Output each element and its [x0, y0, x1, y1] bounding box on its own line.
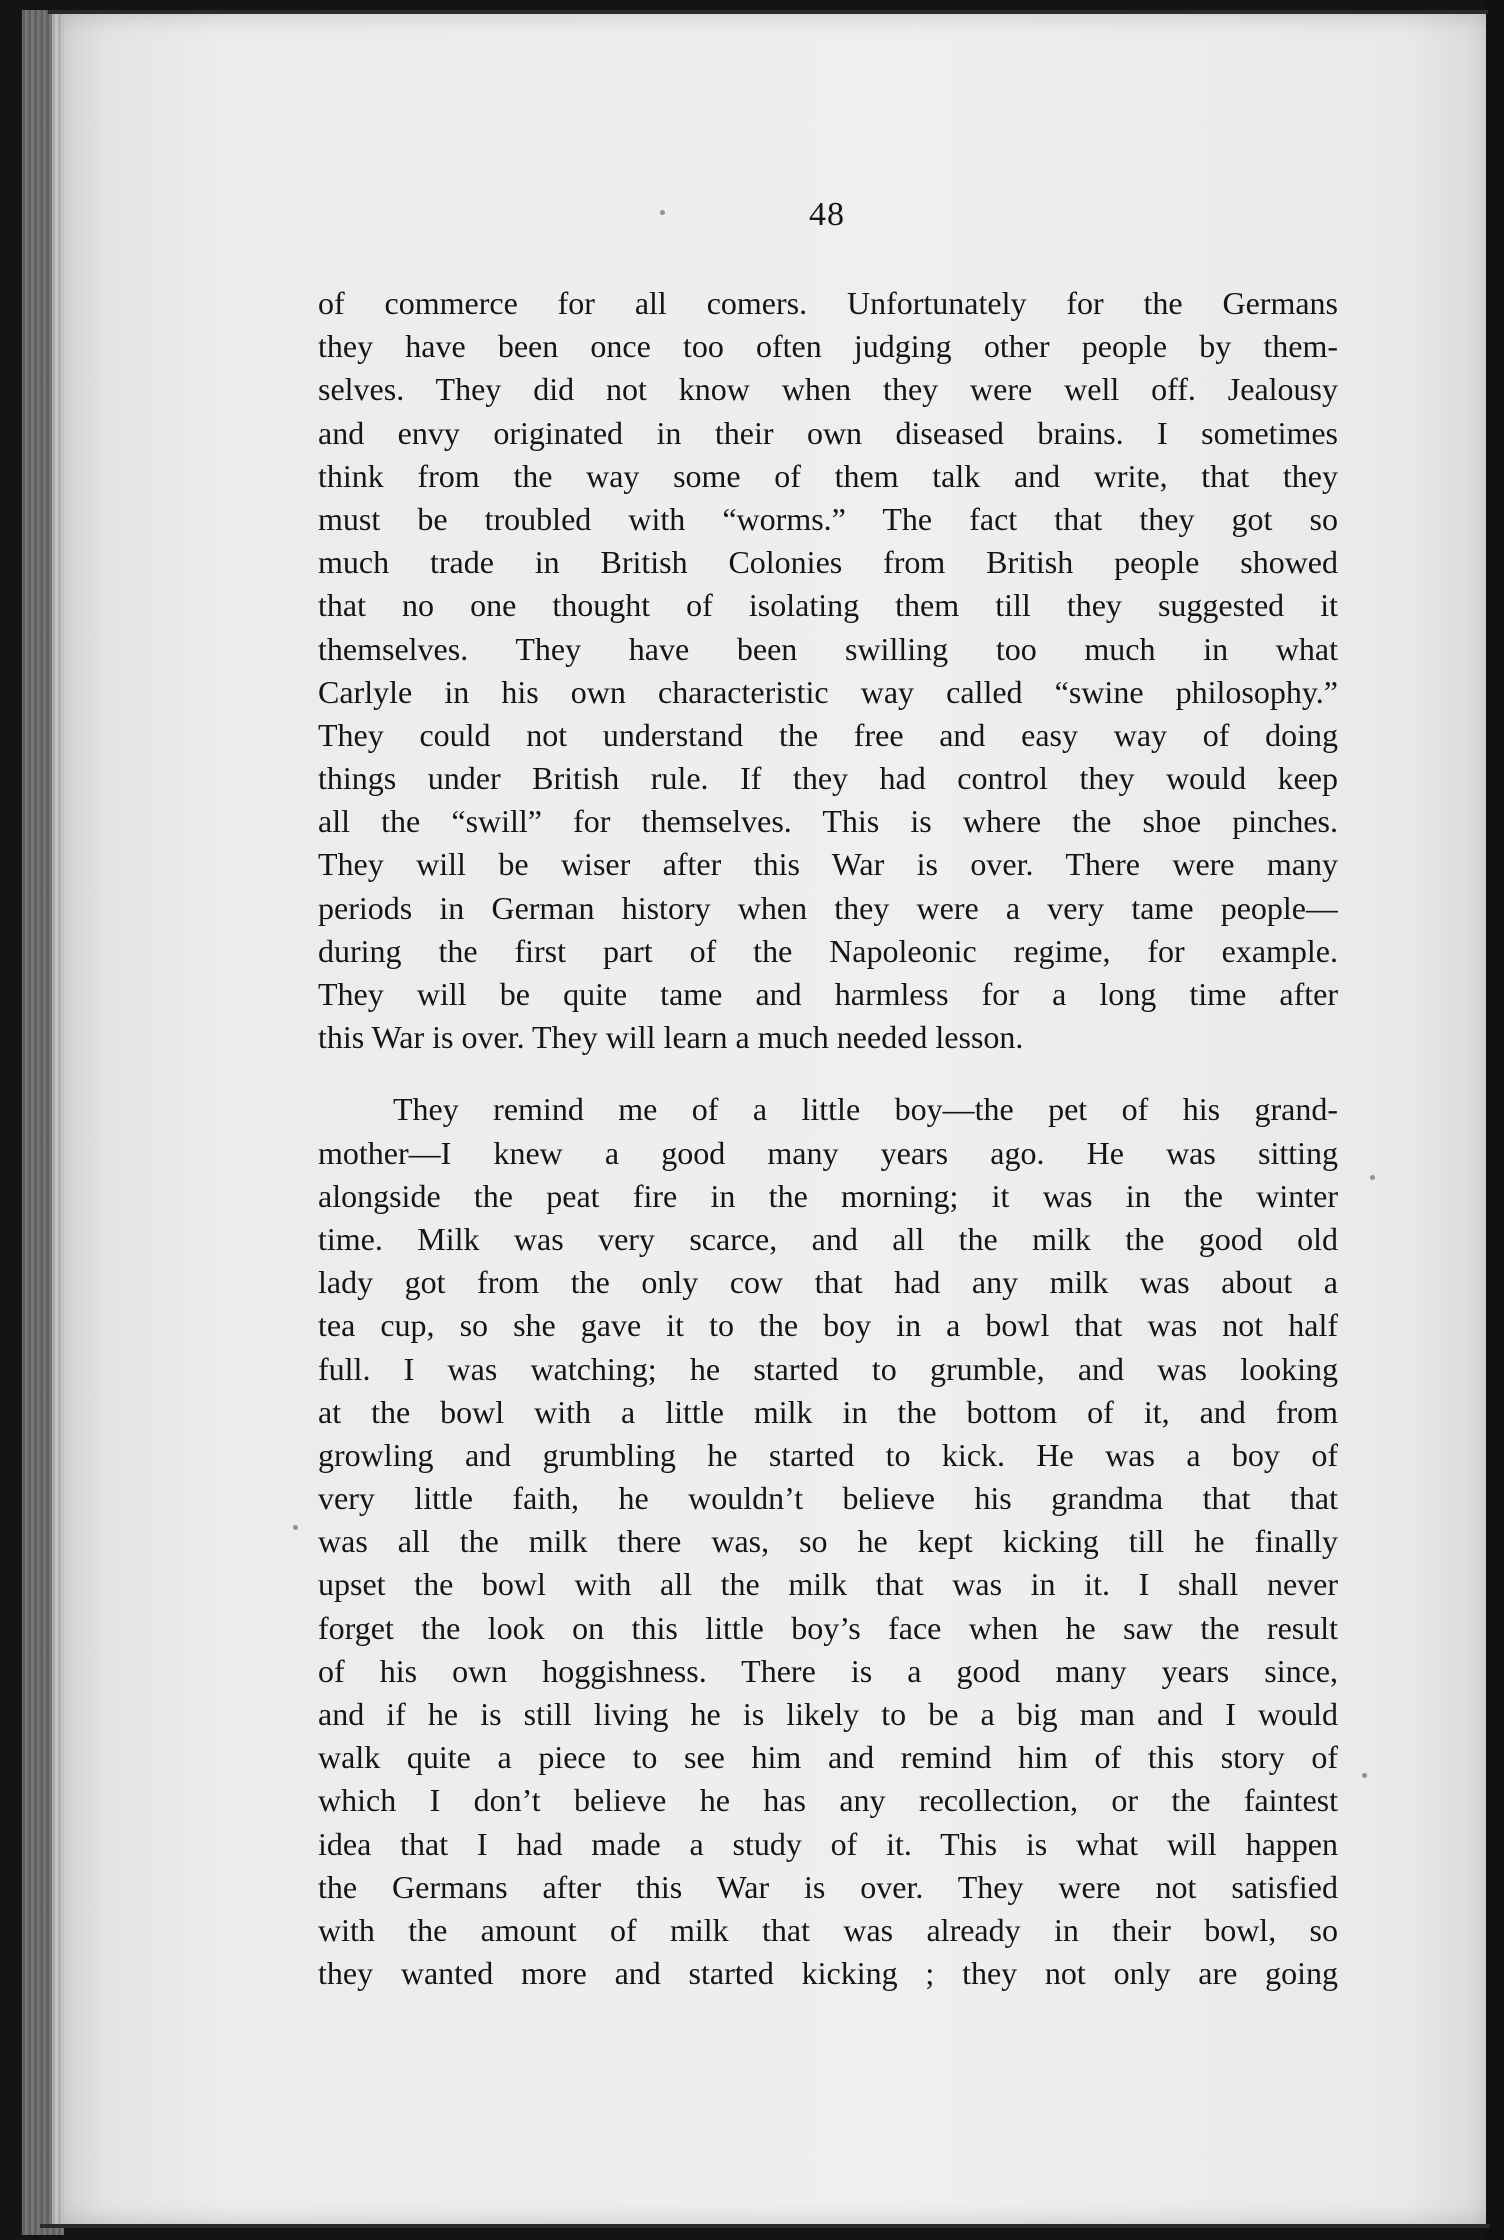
- text-line: with the amount of milk that was already in their bowl, so: [318, 1911, 1338, 1948]
- text-line: all the “swill” for themselves. This is where the shoe pinches.: [318, 803, 1338, 840]
- scan-speck: [293, 1525, 298, 1530]
- text-line: upset the bowl with all the milk that was in it. I shall never: [318, 1566, 1338, 1603]
- body-text: [318, 282, 1338, 1995]
- scan-speck: [1370, 1175, 1375, 1180]
- text-line: forget the look on this little boy’s face when he saw the result: [318, 1609, 1338, 1646]
- text-line: the Germans after this War is over. They were not satisfied: [318, 1868, 1338, 1905]
- bottom-border-line: [40, 2224, 1490, 2228]
- text-line: and if he is still living he is likely to be a big man and I would: [318, 1696, 1338, 1732]
- text-line: lady got from the only cow that had any milk was about a: [318, 1264, 1338, 1301]
- text-line: which I don’t believe he has any recollection, or the faintest: [318, 1782, 1338, 1819]
- text-line: full. I was watching; he started to grumble, and was looking: [318, 1350, 1338, 1387]
- paragraph: [318, 1088, 1338, 1995]
- scan-speck: [1362, 1773, 1367, 1778]
- text-line: much trade in British Colonies from British people showed: [318, 544, 1338, 581]
- paragraph-gap: [318, 1059, 1338, 1088]
- text-line: mother—I knew a good many years ago. He was sitting: [318, 1134, 1338, 1171]
- text-line: They will be quite tame and harmless for a long time after: [318, 976, 1338, 1012]
- text-line: this War is over. They will learn a much needed lesson.: [318, 1019, 1024, 1056]
- text-line: of his own hoggishness. There is a good many years since,: [318, 1652, 1338, 1689]
- text-line: was all the milk there was, so he kept kicking till he finally: [318, 1523, 1338, 1560]
- text-line: periods in German history when they were a very tame people—: [318, 889, 1338, 926]
- text-line: things under British rule. If they had control they would keep: [318, 760, 1338, 797]
- text-line: idea that I had made a study of it. This is what will happen: [318, 1825, 1338, 1862]
- text-line: They will be wiser after this War is over. There were many: [318, 846, 1338, 883]
- text-line: Carlyle in his own characteristic way called “swine philosophy.”: [318, 673, 1338, 710]
- text-line: They could not understand the free and easy way of doing: [318, 716, 1338, 753]
- text-line: they have been once too often judging other people by them-: [318, 328, 1338, 365]
- paragraph: [318, 282, 1338, 1059]
- scan-speck: [660, 210, 665, 215]
- text-line: themselves. They have been swilling too much in what: [318, 630, 1338, 667]
- text-line: tea cup, so she gave it to the boy in a bowl that was not half: [318, 1307, 1338, 1344]
- text-line: think from the way some of them talk and write, that they: [318, 457, 1338, 494]
- text-line: during the first part of the Napoleonic regime, for example.: [318, 932, 1338, 969]
- left-page-edge: [22, 10, 64, 2235]
- text-line: time. Milk was very scarce, and all the milk the good old: [318, 1220, 1338, 1257]
- text-line: walk quite a piece to see him and remind him of this story of: [318, 1739, 1338, 1776]
- text-line: of commerce for all comers. Unfortunately for the Germans: [318, 285, 1338, 321]
- top-border-line: [48, 10, 1488, 14]
- right-page-edge: [1486, 0, 1504, 2240]
- text-line: and envy originated in their own diseased brains. I sometimes: [318, 414, 1338, 451]
- text-line: They remind me of a little boy—the pet of his grand-: [393, 1091, 1338, 1128]
- text-line: alongside the peat fire in the morning; it was in the winter: [318, 1177, 1338, 1214]
- text-line: they wanted more and started kicking ; they not only are going: [318, 1955, 1338, 1992]
- text-line: at the bowl with a little milk in the bottom of it, and from: [318, 1393, 1338, 1430]
- text-line: selves. They did not know when they were well off. Jealousy: [318, 371, 1338, 408]
- text-line: very little faith, he wouldn’t believe his grandma that that: [318, 1480, 1338, 1517]
- page-number: 48: [809, 196, 845, 233]
- text-line: growling and grumbling he started to kick. He was a boy of: [318, 1436, 1338, 1473]
- text-line: that no one thought of isolating them till they suggested it: [318, 587, 1338, 624]
- text-line: must be troubled with “worms.” The fact that they got so: [318, 500, 1338, 537]
